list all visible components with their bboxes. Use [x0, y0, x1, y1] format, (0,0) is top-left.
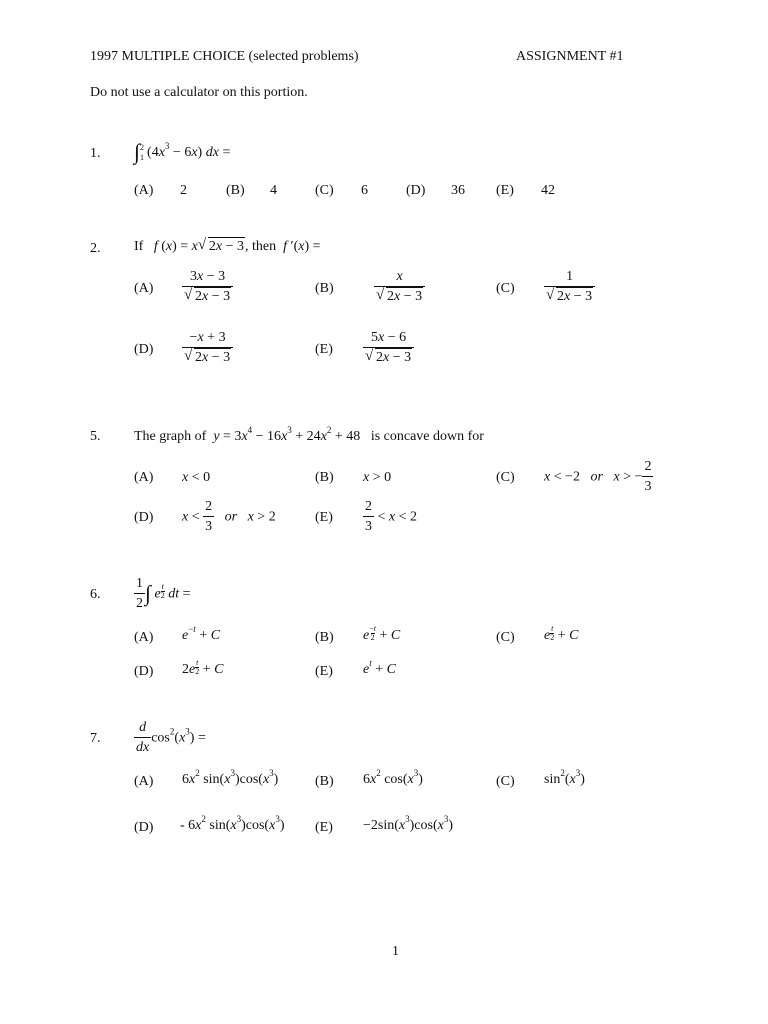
choice-a: $6x^2$ $\sin(x^3)\cos(x^3)$ [182, 768, 279, 787]
choice-c: 6 [361, 183, 368, 198]
choice-b: $6x^2$ $\cos(x^3)$ [363, 768, 423, 787]
choice-e: 5x − 6 √ 2x − 3 [363, 330, 414, 366]
choice-a: 3x − 3 √ 2x − 3 [182, 269, 233, 305]
choice-label-b: (B) [226, 183, 245, 198]
choice-b: x > 0 [363, 470, 392, 485]
question-number: 6. [90, 587, 101, 602]
instruction-text: Do not use a calculator on this portion. [90, 85, 308, 100]
choice-label-b: (B) [315, 281, 334, 296]
choice-b: 4 [270, 183, 277, 198]
choice-label-a: (A) [134, 630, 154, 645]
choice-label-a: (A) [134, 183, 154, 198]
choice-label-e: (E) [315, 664, 333, 679]
question-1-integral: ∫ 2 1 $(4x^3 - 6x)$ dx = [134, 139, 231, 164]
choice-label-c: (C) [315, 183, 334, 198]
choice-label-b: (B) [315, 774, 334, 789]
choice-label-d: (D) [134, 510, 154, 525]
choice-a: x < 0 [182, 470, 211, 485]
choice-label-b: (B) [315, 470, 334, 485]
choice-label-e: (E) [315, 820, 333, 835]
choice-d: 36 [451, 183, 465, 198]
choice-a: 2 [180, 183, 187, 198]
choice-label-d: (D) [134, 342, 154, 357]
choice-d: 2e $\frac{t}{2}$ + C [182, 658, 224, 677]
choice-e: $e^t + C$ [363, 658, 396, 677]
question-number: 1. [90, 146, 101, 161]
choice-c: 1 √ 2x − 3 [544, 269, 595, 305]
choice-label-e: (E) [496, 183, 514, 198]
choice-b: x √ 2x − 3 [374, 269, 425, 305]
choice-c: x < −2 or x > − $\frac{2}{3}$ [544, 459, 652, 495]
choice-b: e $\frac{-t}{2}$ + C [363, 624, 401, 643]
page-number: 1 [392, 944, 399, 959]
choice-label-d: (D) [134, 820, 154, 835]
choice-label-b: (B) [315, 630, 334, 645]
choice-label-a: (A) [134, 470, 154, 485]
question-number: 5. [90, 429, 101, 444]
choice-c: e $\frac{t}{2}$ + C [544, 624, 579, 643]
choice-label-d: (D) [406, 183, 426, 198]
question-number: 7. [90, 731, 101, 746]
choice-label-c: (C) [496, 630, 515, 645]
choice-label-e: (E) [315, 342, 333, 357]
choice-label-c: (C) [496, 281, 515, 296]
question-6-integral: $\frac{1}{2}$ ∫ e $\frac{t}{2}$ dt = [136, 576, 191, 612]
choice-label-a: (A) [134, 774, 154, 789]
choice-e: $-2\sin(x^3)\cos(x^3)$ [363, 814, 454, 833]
choice-d: - $6x^2$ $\sin(x^3)\cos(x^3)$ [180, 814, 285, 833]
choice-c: $\sin^2(x^3)$ [544, 768, 585, 787]
question-5-stem: The graph of $y = 3x^4 - 16x^3 + 24x^2 + 48$ is concave down for [134, 425, 484, 444]
question-number: 2. [90, 241, 101, 256]
question-7-derivative: $\frac{d}{dx}$ $\cos^2(x^3)$ = [136, 720, 206, 756]
choice-d: −x + 3 √ 2x − 3 [182, 330, 233, 366]
choice-d: x < $\frac{2}{3}$ or x > 2 [182, 499, 276, 535]
assignment-label: ASSIGNMENT #1 [516, 49, 624, 64]
choice-label-d: (D) [134, 664, 154, 679]
question-2-stem: If f (x) = x √ 2x − 3, then f ′(x) = [134, 237, 321, 254]
choice-label-c: (C) [496, 470, 515, 485]
choice-label-a: (A) [134, 281, 154, 296]
choice-a: $e^{-t} + C$ [182, 624, 221, 643]
choice-e: $\frac{2}{3}$ < x < 2 [365, 499, 418, 535]
choice-e: 42 [541, 183, 555, 198]
choice-label-c: (C) [496, 774, 515, 789]
document-title: 1997 MULTIPLE CHOICE (selected problems) [90, 49, 359, 64]
choice-label-e: (E) [315, 510, 333, 525]
